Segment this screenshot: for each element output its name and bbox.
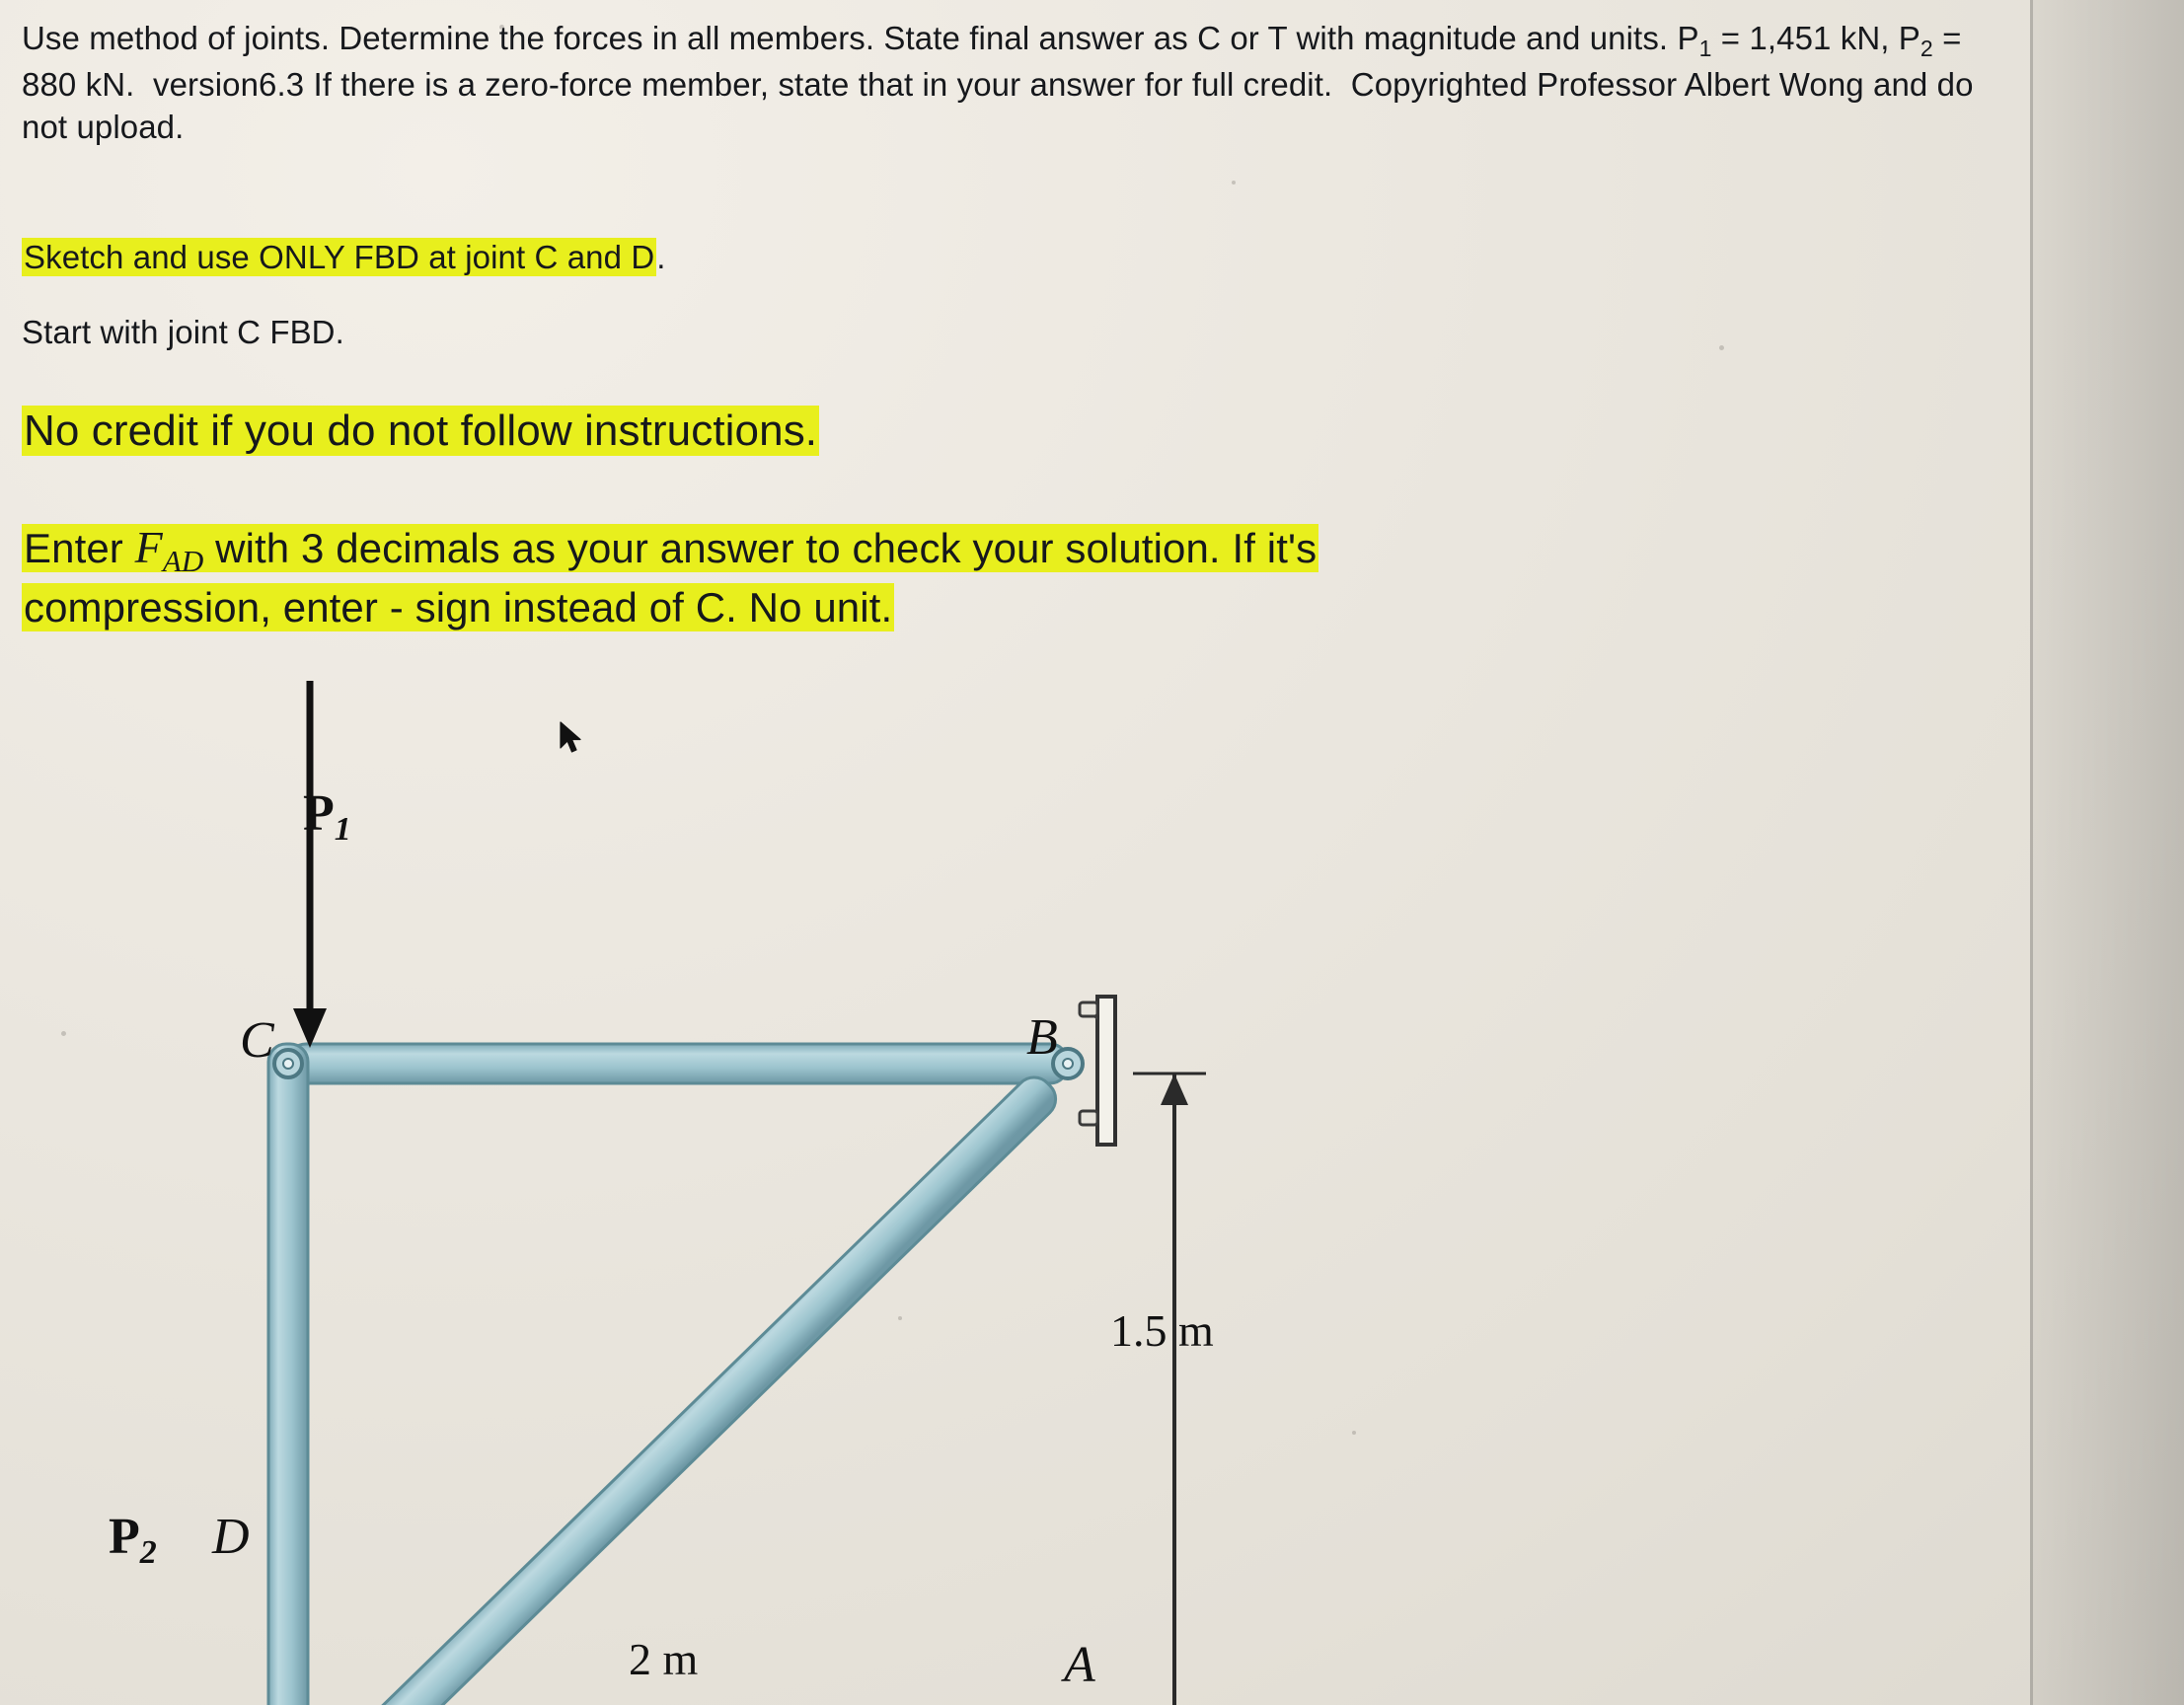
label-P2: P2 [109, 1509, 157, 1571]
instruction-enter-line2: compression, enter - sign instead of C. No unit. [24, 584, 893, 631]
label-dimension-vertical: 1.5 m [1110, 1305, 1214, 1356]
label-P1: P1 [303, 785, 351, 848]
instruction-sketch-highlight: Sketch and use ONLY FBD at joint C and D [24, 239, 655, 275]
label-P1-sub: 1 [334, 811, 351, 848]
instruction-start-joint-c: Start with joint C FBD. [22, 314, 344, 350]
instruction-sketch-fbd [22, 237, 1502, 279]
label-dimension-horizontal: 2 m [629, 1634, 699, 1684]
enter-prefix: Enter [24, 525, 135, 571]
label-joint-D: D [212, 1509, 250, 1565]
p1-subscript: 1 [1698, 36, 1712, 61]
dimension-vertical-1.5m [1133, 1074, 1206, 1705]
load-arrow-P1 [293, 681, 327, 1048]
fad-subscript: AD [162, 544, 204, 578]
instruction-no-credit-highlight: No credit if you do not follow instructions. [24, 407, 818, 455]
instruction-no-credit [22, 403, 1403, 459]
support-B [1080, 997, 1115, 1145]
label-joint-A: A [1064, 1637, 1095, 1693]
instruction-enter-line1 [22, 522, 1318, 578]
fad-symbol [134, 522, 204, 578]
p2-subscript: 2 [1920, 36, 1933, 61]
joint-C [274, 1050, 302, 1077]
instruction-enter-fad [22, 518, 1857, 635]
label-joint-B: B [1026, 1009, 1058, 1066]
mouse-pointer-icon [559, 721, 584, 755]
problem-statement: Use method of joints. Determine the forces in all members. State final answer as C or T with magnitude and units. $P_1 = 1,451$ kN, $P_2 = 880$ kN. version6.3 If there is a zero-force member, state that in your answer for full credit. Copyrighted Professor Albert Wong and do not upload. [22, 20, 1974, 145]
label-joint-C: C [240, 1012, 274, 1069]
fad-base: F [134, 522, 163, 572]
truss-svg [0, 681, 1382, 1705]
member-CB [288, 1044, 1068, 1083]
member-DB [259, 1070, 1063, 1705]
label-P2-sub: 2 [139, 1534, 157, 1571]
member-CD [268, 1044, 308, 1705]
truss-figure [0, 681, 1382, 1705]
instruction-sketch-period: . [656, 239, 666, 275]
enter-suffix: with 3 decimals as your answer to check your solution. If it's [203, 525, 1318, 571]
